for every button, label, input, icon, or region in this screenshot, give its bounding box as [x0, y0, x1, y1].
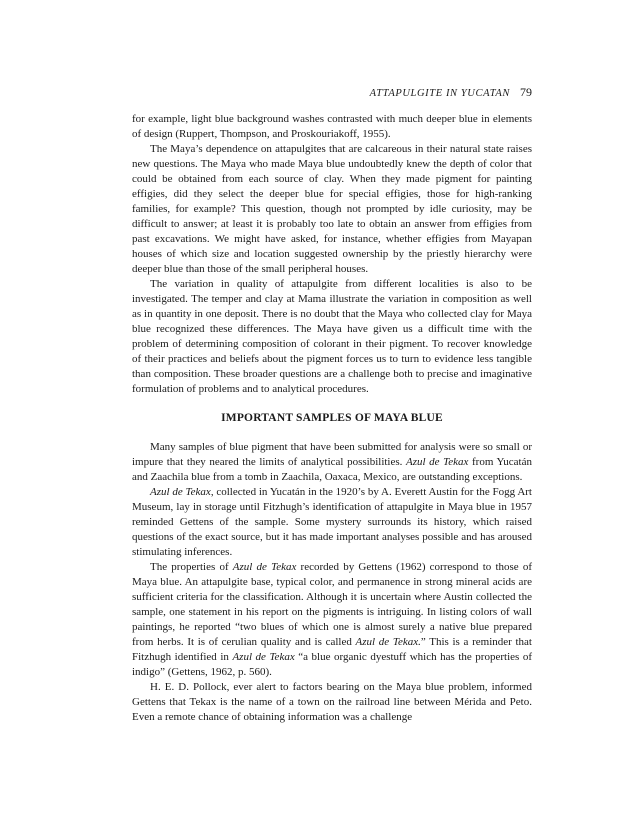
paragraphs-after-heading: [132, 440, 532, 725]
paragraph-text: H. E. D. Pollock, ever alert to factors bearing on the Maya blue problem, informed Gettens that Tekax is the name of a town on the railroad line between Mérida and Peto. Even a remote chance of obtaining information was a challenge: [132, 681, 532, 723]
paragraph-text: recorded by Gettens (1962) correspond to those of Maya blue. An attapulgite base, typical color, and permanence in strong mineral acids are sufficient criteria for the classification. Although it is uncertain where Austin collected the sample, one statement in his report on the pigments is intriguing. In listing colors of wall paintings, he reported “two blues of which one is almost surely a native blue prepared from herbs. It is of cerulian quality and is called: [132, 561, 533, 648]
paragraph: [132, 680, 532, 725]
paragraph: [132, 277, 532, 397]
paragraph: [132, 142, 532, 277]
italic-text: Azul de Tekax: [406, 456, 469, 468]
paragraph-text: Many samples of blue pigment that have been submitted for analysis were so small or impure that they neared the limits of analytical possibilities.: [132, 441, 532, 468]
italic-text: Azul de Tekax.: [355, 636, 421, 648]
section-heading: IMPORTANT SAMPLES OF MAYA BLUE: [221, 412, 443, 424]
paragraph-text: for example, light blue background washes contrasted with much deeper blue in elements of design (Ruppert, Thompson, and Proskouriakoff, 1955).: [132, 113, 532, 140]
paragraphs-before-heading: [132, 112, 532, 397]
paragraph-text: “a blue organic dyestuff which has the properties of indigo” (Gettens, 1962, p. 560).: [132, 651, 532, 678]
running-head-title: ATTAPULGITE IN YUCATAN: [369, 88, 510, 99]
running-head: [132, 84, 532, 100]
paragraph: [132, 440, 532, 485]
body-text: [132, 112, 532, 725]
italic-text: Azul de Tekax: [232, 561, 297, 573]
paragraph: [132, 485, 532, 560]
paragraph-text: , collected in Yucatán in the 1920’s by A. Everett Austin for the Fogg Art Museum, lay in storage until Fitzhugh’s identification of attapulgite in Maya blue in 1957 reminded Gettens of the sample. Some mystery surrounds its history, which raised questions of the exact source, but it has made important analyses possible and has aroused stimulating inferences.: [132, 486, 532, 558]
paragraph-text: The variation in quality of attapulgite from different localities is also to be investigated. The temper and clay at Mama illustrate the variation in composition as well as in quantity in one deposit. There is no doubt that the Maya who collected clay for Maya blue recognized these differences. The Maya have given us a difficult time with the problem of determining composition of colorant in their pigment. To recover knowledge of their practices and beliefs about the pigment forces us to turn to evidence less tangible than composition. These broader questions are a challenge both to precise and imaginative formulation of problems and to analytical procedures.: [132, 278, 532, 395]
book-page: [132, 84, 532, 784]
page-number: 79: [520, 85, 532, 99]
paragraph: [132, 560, 532, 680]
paragraph-text: The properties of: [150, 561, 233, 573]
paragraph-text: The Maya’s dependence on attapulgites that are calcareous in their natural state raises new questions. The Maya who made Maya blue undoubtedly knew the depth of color that could be obtained from each source of clay. When they made pigment for painting effigies, did they select the deeper blue for special effigies, those for high-ranking families, for example? This question, though not prompted by idle curiosity, may be difficult to answer; at least it is probably too late to obtain an answer from effigies from past excavations. We might have asked, for instance, whether effigies from Mayapan houses of which size and location suggested ownership by the priestly hierarchy were deeper blue than those of the small peripheral houses.: [132, 143, 532, 275]
paragraph-text: from Yucatán and Zaachila blue from a tomb in Zaachila, Oaxaca, Mexico, are outstanding exceptions.: [132, 456, 532, 483]
paragraph: [132, 112, 532, 142]
paragraph-text: ” This is a reminder that Fitzhugh identified in: [132, 636, 532, 663]
italic-text: Azul de Tekax: [232, 651, 295, 663]
italic-text: Azul de Tekax: [150, 486, 211, 498]
